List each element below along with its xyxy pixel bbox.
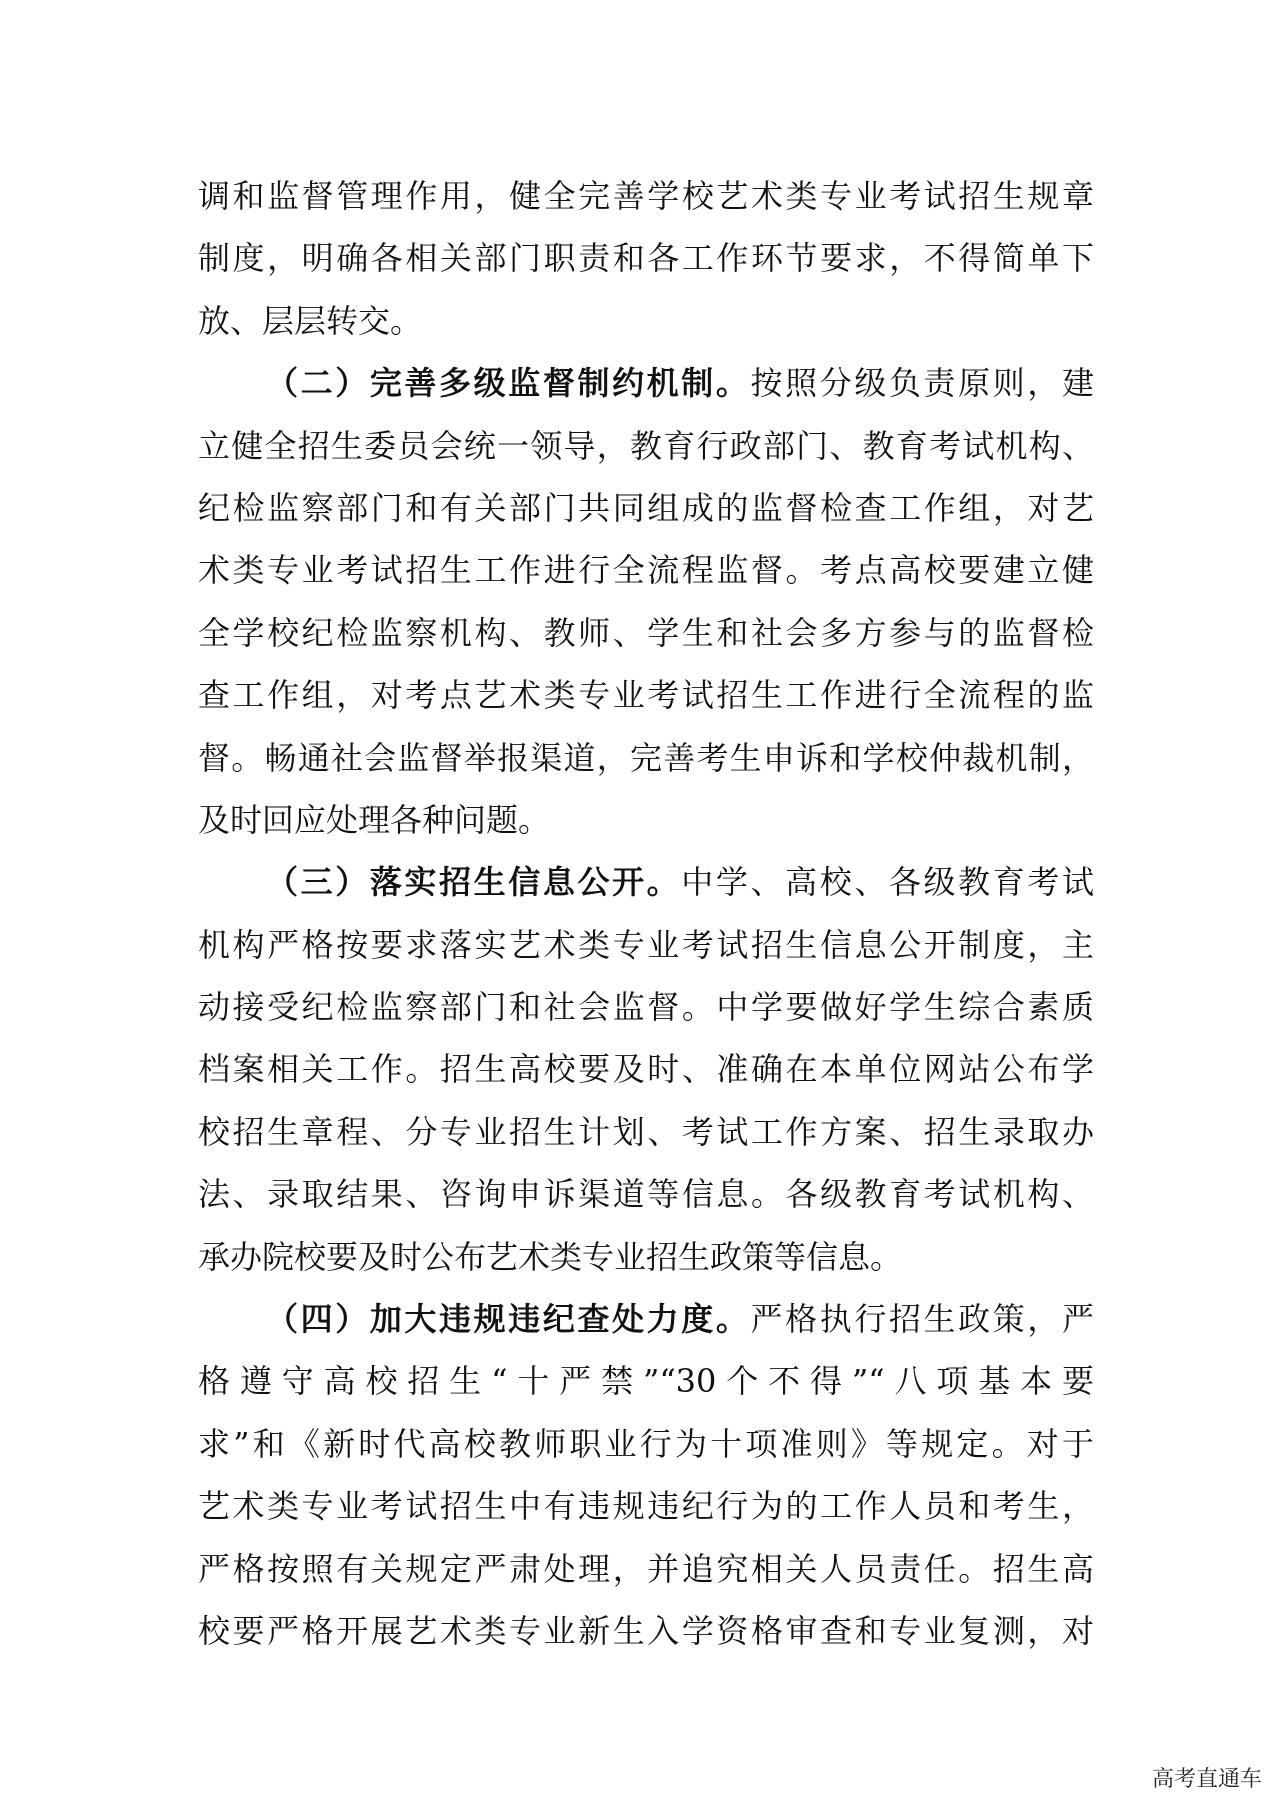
body-line: 制度，明确各相关部门职责和各工作环节要求，不得简单下	[198, 239, 1094, 278]
body-line: 动接受纪检监察部门和社会监督。中学要做好学生综合素质	[198, 988, 1094, 1027]
body-line: 术类专业考试招生工作进行全流程监督。考点高校要建立健	[198, 551, 1094, 590]
section-heading: （四）加大违规违纪查处力度。	[266, 1300, 751, 1339]
body-line: 承办院校要及时公布艺术类专业招生政策等信息。	[198, 1237, 903, 1276]
section-heading: （二）完善多级监督制约机制。	[266, 364, 751, 403]
paragraph-first-line	[198, 851, 1094, 913]
paragraph-first-line	[198, 1288, 1094, 1350]
body-line: 放、层层转交。	[198, 301, 423, 340]
body-line: 督。畅通社会监督举报渠道，完善考生申诉和学校仲裁机制，	[198, 738, 1094, 777]
paragraph-first-line	[198, 352, 1094, 414]
document-body	[198, 165, 1094, 1662]
body-line: 求”和《新时代高校教师职业行为十项准则》等规定。对于	[198, 1424, 1094, 1463]
body-line: 及时回应处理各种问题。	[198, 800, 551, 839]
body-line: 艺术类专业考试招生中有违规违纪行为的工作人员和考生，	[198, 1487, 1094, 1526]
body-line: 全学校纪检监察机构、教师、学生和社会多方参与的监督检	[198, 613, 1094, 652]
body-text: 严格执行招生政策，严	[750, 1300, 1094, 1339]
body-line: 立健全招生委员会统一领导，教育行政部门、教育考试机构、	[198, 426, 1094, 465]
body-line: 档案相关工作。招生高校要及时、准确在本单位网站公布学	[198, 1050, 1094, 1089]
body-line: 校招生章程、分专业招生计划、考试工作方案、招生录取办	[198, 1112, 1094, 1151]
body-line: 查工作组，对考点艺术类专业考试招生工作进行全流程的监	[198, 676, 1094, 715]
watermark: 高考直通车	[1151, 1767, 1262, 1792]
section-heading: （三）落实招生信息公开。	[266, 863, 682, 902]
body-line: 校要严格开展艺术类专业新生入学资格审查和专业复测，对	[198, 1611, 1094, 1650]
body-line: 纪检监察部门和有关部门共同组成的监督检查工作组，对艺	[198, 488, 1094, 527]
body-line: 格遵守高校招生“十严禁”“30个不得”“八项基本要	[198, 1362, 1094, 1401]
body-text: 中学、高校、各级教育考试	[681, 863, 1094, 902]
body-text: 按照分级负责原则，建	[750, 364, 1094, 403]
body-line: 法、录取结果、咨询申诉渠道等信息。各级教育考试机构、	[198, 1175, 1094, 1214]
body-line: 调和监督管理作用，健全完善学校艺术类专业考试招生规章	[198, 177, 1094, 215]
body-line: 严格按照有关规定严肃处理，并追究相关人员责任。招生高	[198, 1549, 1094, 1588]
body-line: 机构严格按要求落实艺术类专业考试招生信息公开制度，主	[198, 925, 1094, 964]
